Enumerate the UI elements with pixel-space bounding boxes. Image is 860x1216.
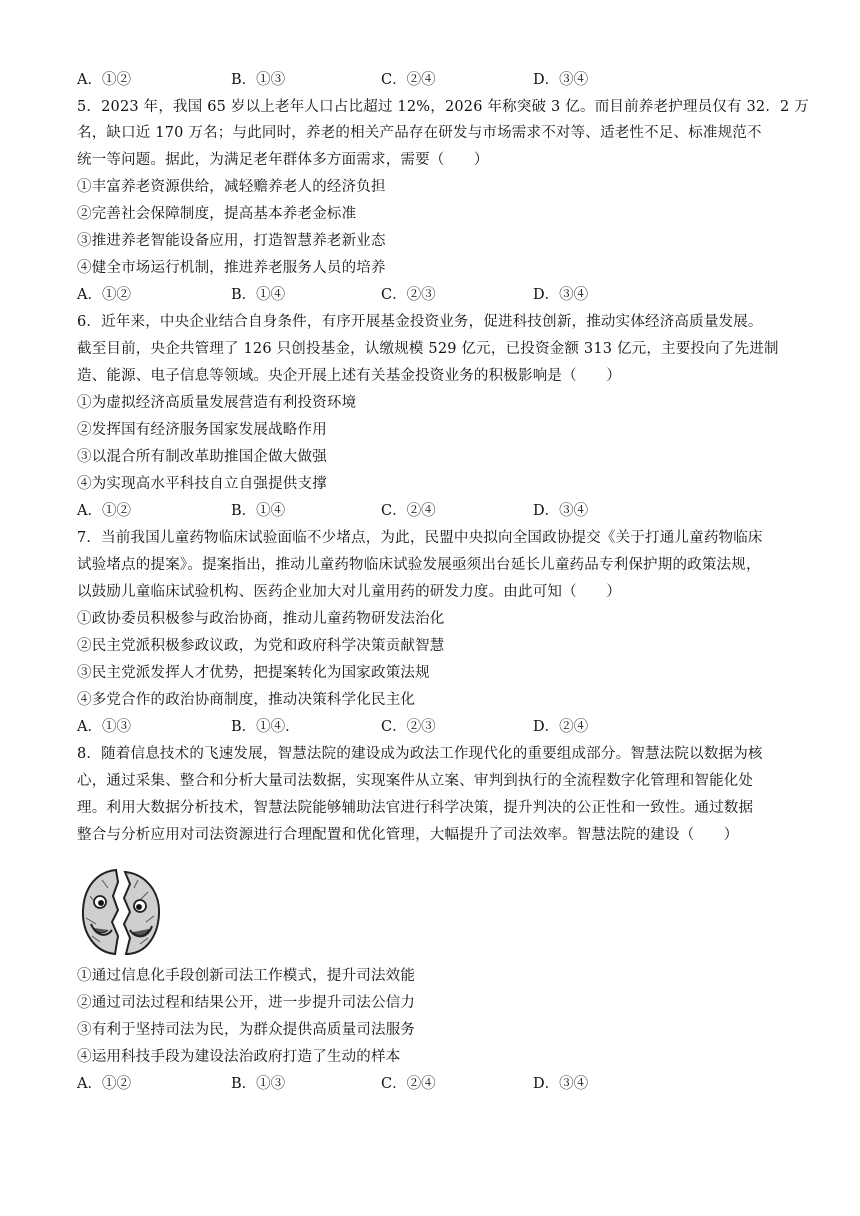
q7-stem-line: 7．当前我国儿童药物临床试验面临不少堵点，为此，民盟中央拟向全国政协提交《关于打通儿童药物临床 xyxy=(77,530,763,546)
q5-stem-line: 名，缺口近 170 万名；与此同时，养老的相关产品存在研发与市场需求不对等、适老性不足、标准规范不 xyxy=(77,125,762,141)
left-face-half-icon xyxy=(83,870,118,954)
q5-options xyxy=(77,285,797,305)
q6-item: ③以混合所有制改革助推国企做大做强 xyxy=(77,449,327,465)
option-d[interactable]: D．③④ xyxy=(533,72,589,88)
option-b[interactable]: B．①④ xyxy=(231,287,286,303)
q7-stem-line: 试验堵点的提案》。提案指出，推动儿童药物临床试验发展亟须出台延长儿童药品专利保护期的政策法规， xyxy=(77,557,761,573)
q5-item: ②完善社会保障制度，提高基本养老金标准 xyxy=(77,206,357,222)
option-d[interactable]: D．③④ xyxy=(533,287,589,303)
q8-item: ③有利于坚持司法为民，为群众提供高质量司法服务 xyxy=(77,1022,416,1038)
option-b[interactable]: B．①④ xyxy=(231,503,286,519)
option-c[interactable]: C．②④ xyxy=(381,72,436,88)
q5-stem-line: 统一等问题。据此，为满足老年群体多方面需求，需要（ ） xyxy=(77,152,489,168)
q6-item: ④为实现高水平科技自立自强提供支撑 xyxy=(77,476,327,492)
option-a[interactable]: A．①② xyxy=(77,1076,131,1092)
q8-stem-line: 整合与分析应用对司法资源进行合理配置和优化管理，大幅提升了司法效率。智慧法院的建设（ ） xyxy=(77,827,739,843)
q7-item: ③民主党派发挥人才优势，把提案转化为国家政策法规 xyxy=(77,665,430,681)
option-c[interactable]: C．②③ xyxy=(381,287,436,303)
option-d[interactable]: D．③④ xyxy=(533,1076,589,1092)
q8-stem-line: 心，通过采集、整合和分析大量司法数据，实现案件从立案、审判到执行的全流程数字化管理和智能化处 xyxy=(77,773,754,789)
q7-options xyxy=(77,717,797,737)
q8-item: ④运用科技手段为建设法治政府打造了生动的样本 xyxy=(77,1049,401,1065)
q4-options xyxy=(77,70,797,90)
option-a[interactable]: A．①② xyxy=(77,503,131,519)
option-b[interactable]: B．①④． xyxy=(231,719,300,735)
q5-item: ③推进养老智能设备应用，打造智慧养老新业态 xyxy=(77,233,386,249)
option-b[interactable]: B．①③ xyxy=(231,72,286,88)
q8-item: ①通过信息化手段创新司法工作模式，提升司法效能 xyxy=(77,968,416,984)
q6-item: ①为虚拟经济高质量发展营造有利投资环境 xyxy=(77,395,357,411)
q6-item: ②发挥国有经济服务国家发展战略作用 xyxy=(77,422,327,438)
option-c[interactable]: C．②④ xyxy=(381,1076,436,1092)
option-a[interactable]: A．①② xyxy=(77,287,131,303)
option-b[interactable]: B．①③ xyxy=(231,1076,286,1092)
q7-item: ④多党合作的政治协商制度，推动决策科学化民主化 xyxy=(77,692,416,708)
right-face-half-icon xyxy=(124,872,159,954)
option-d[interactable]: D．②④ xyxy=(533,719,589,735)
q5-item: ①丰富养老资源供给，减轻赡养老人的经济负担 xyxy=(77,179,386,195)
option-c[interactable]: C．②③ xyxy=(381,719,436,735)
q7-item: ①政协委员积极参与政治协商，推动儿童药物研发法治化 xyxy=(77,611,445,627)
q5-item: ④健全市场运行机制，推进养老服务人员的培养 xyxy=(77,260,386,276)
q6-stem-line: 造、能源、电子信息等领域。央企开展上述有关基金投资业务的积极影响是（ ） xyxy=(77,368,621,384)
option-a[interactable]: A．①③ xyxy=(77,719,131,735)
option-c[interactable]: C．②④ xyxy=(381,503,436,519)
q5-stem-line: 5．2023 年，我国 65 岁以上老年人口占比超过 12%，2026 年称突破 3 亿。而目前养老护理员仅有 32．2 万 xyxy=(77,99,809,115)
option-d[interactable]: D．③④ xyxy=(533,503,589,519)
q8-stem-line: 理。利用大数据分析技术，智慧法院能够辅助法官进行科学决策，提升判决的公正性和一致性。通过数据 xyxy=(77,800,754,816)
q6-stem-line: 6．近年来，中央企业结合自身条件，有序开展基金投资业务，促进科技创新，推动实体经济高质量发展。 xyxy=(77,314,763,330)
q8-options xyxy=(77,1074,797,1094)
q6-options xyxy=(77,501,797,521)
q7-item: ②民主党派积极参政议政，为党和政府科学决策贡献智慧 xyxy=(77,638,445,654)
cartoon-two-faces-illustration xyxy=(78,866,164,958)
q8-stem-line: 8．随着信息技术的飞速发展，智慧法院的建设成为政法工作现代化的重要组成部分。智慧法院以数据为核 xyxy=(77,746,763,762)
q7-stem-line: 以鼓励儿童临床试验机构、医药企业加大对儿童用药的研发力度。由此可知（ ） xyxy=(77,584,621,600)
option-a[interactable]: A．①② xyxy=(77,72,131,88)
q8-item: ②通过司法过程和结果公开，进一步提升司法公信力 xyxy=(77,995,416,1011)
q6-stem-line: 截至目前，央企共管理了 126 只创投基金，认缴规模 529 亿元，已投资金额 313 亿元，主要投向了先进制 xyxy=(77,341,779,357)
